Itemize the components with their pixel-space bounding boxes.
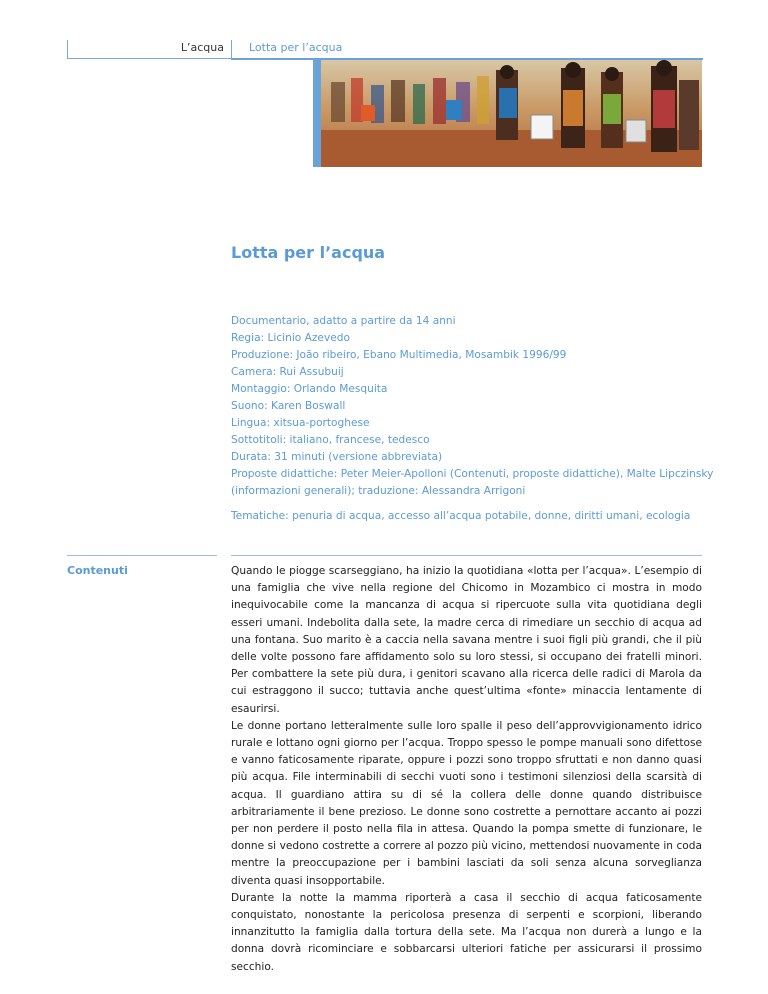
themes-line: Tematiche: penuria di acqua, accesso all’acqua potabile, donne, diritti umani, ecologia xyxy=(231,510,691,522)
credit-line: Regia: Licinio Azevedo xyxy=(231,332,350,344)
contenuti-body xyxy=(231,563,702,976)
film-credits xyxy=(231,313,714,500)
header-chapter-label: Lotta per l’acqua xyxy=(249,41,343,54)
women-carrying-water-photo-illustration xyxy=(321,60,702,167)
header-section-label: L’acqua xyxy=(180,41,224,54)
body-paragraph: Durante la notte la mamma riporterà a casa il secchio di acqua faticosamente conquistato, nonostante la pericolosa presenza di serpenti e scorpioni, liberando innanzitutto la famiglia dalla tortura della sete. Ma l’acqua non durerà a lungo e la donna dovrà ricominciare e sobbarcarsi ulteriori fatiche per assicurarsi il prossimo secchio. xyxy=(231,891,702,973)
header-photo xyxy=(321,60,702,167)
header-chapter-box xyxy=(231,40,703,60)
credit-line: Documentario, adatto a partire da 14 anni xyxy=(231,315,456,327)
credit-line: Suono: Karen Boswall xyxy=(231,400,346,412)
header-section-box xyxy=(67,40,232,59)
credit-line: Produzione: João ribeiro, Ebano Multimedia, Mosambik 1996/99 xyxy=(231,349,567,361)
photo-accent-bar xyxy=(313,60,321,167)
contenuti-label: Contenuti xyxy=(67,564,128,577)
credit-line: Proposte didattiche: Peter Meier-Apolloni (Contenuti, proposte didattiche), Malte Lipczinsky xyxy=(231,468,714,480)
credit-line: Lingua: xitsua-portoghese xyxy=(231,417,370,429)
credit-line: (informazioni generali); traduzione: Alessandra Arrigoni xyxy=(231,485,526,497)
section-divider xyxy=(231,555,702,556)
page-title: Lotta per l’acqua xyxy=(231,243,386,262)
body-paragraph: Quando le piogge scarseggiano, ha inizio la quotidiana «lotta per l’acqua». L’esempio di una famiglia che vive nella regione del Chicomo in Mozambico ci mostra in modo inequivocabile come la mancanza di acqua si ripercuote sulla vita quotidiana degli esseri umani. Indebolita dalla sete, la madre cerca di rimediare un secchio di acqua ad una fontana. Suo marito è a caccia nella savana mentre i suoi figli più grandi, che il più delle volte possono fare affidamento solo su loro stessi, si occupano dei fratelli minori. Per combattere la sete più dura, i genitori scavano alla ricerca delle radici di Marola da cui estraggono il succo; tuttavia anche quest’ultima «fonte» minaccia lentamente di esaurirsi. xyxy=(231,565,702,715)
credit-line: Durata: 31 minuti (versione abbreviata) xyxy=(231,451,443,463)
section-divider xyxy=(67,555,217,556)
credit-line: Camera: Rui Assubuij xyxy=(231,366,344,378)
body-paragraph: Le donne portano letteralmente sulle loro spalle il peso dell’approvvigionamento idrico rurale e lottano ogni giorno per l’acqua. Troppo spesso le pompe manuali sono difettose e vanno faticosamente riparate, oppure i pozzi sono troppo sfruttati e non danno quasi più acqua. File interminabili di secchi vuoti sono i testimoni silenziosi della scarsità di acqua. Il guardiano attira su di sé la collera delle donne quando distribuisce arbitrariamente il bene prezioso. Le donne sono costrette a pernottare accanto ai pozzi per non perdere il posto nella fila in attesa. Quando la pompa smette di funzionare, le donne si vedono costrette a correre al pozzo più vicino, mettendosi nuovamente in coda mentre la preoccupazione per i bambini lasciati da soli senza alcuna sorveglianza diventa quasi insopportabile. xyxy=(231,719,702,887)
credit-line: Montaggio: Orlando Mesquita xyxy=(231,383,388,395)
credit-line: Sottotitoli: italiano, francese, tedesco xyxy=(231,434,430,446)
